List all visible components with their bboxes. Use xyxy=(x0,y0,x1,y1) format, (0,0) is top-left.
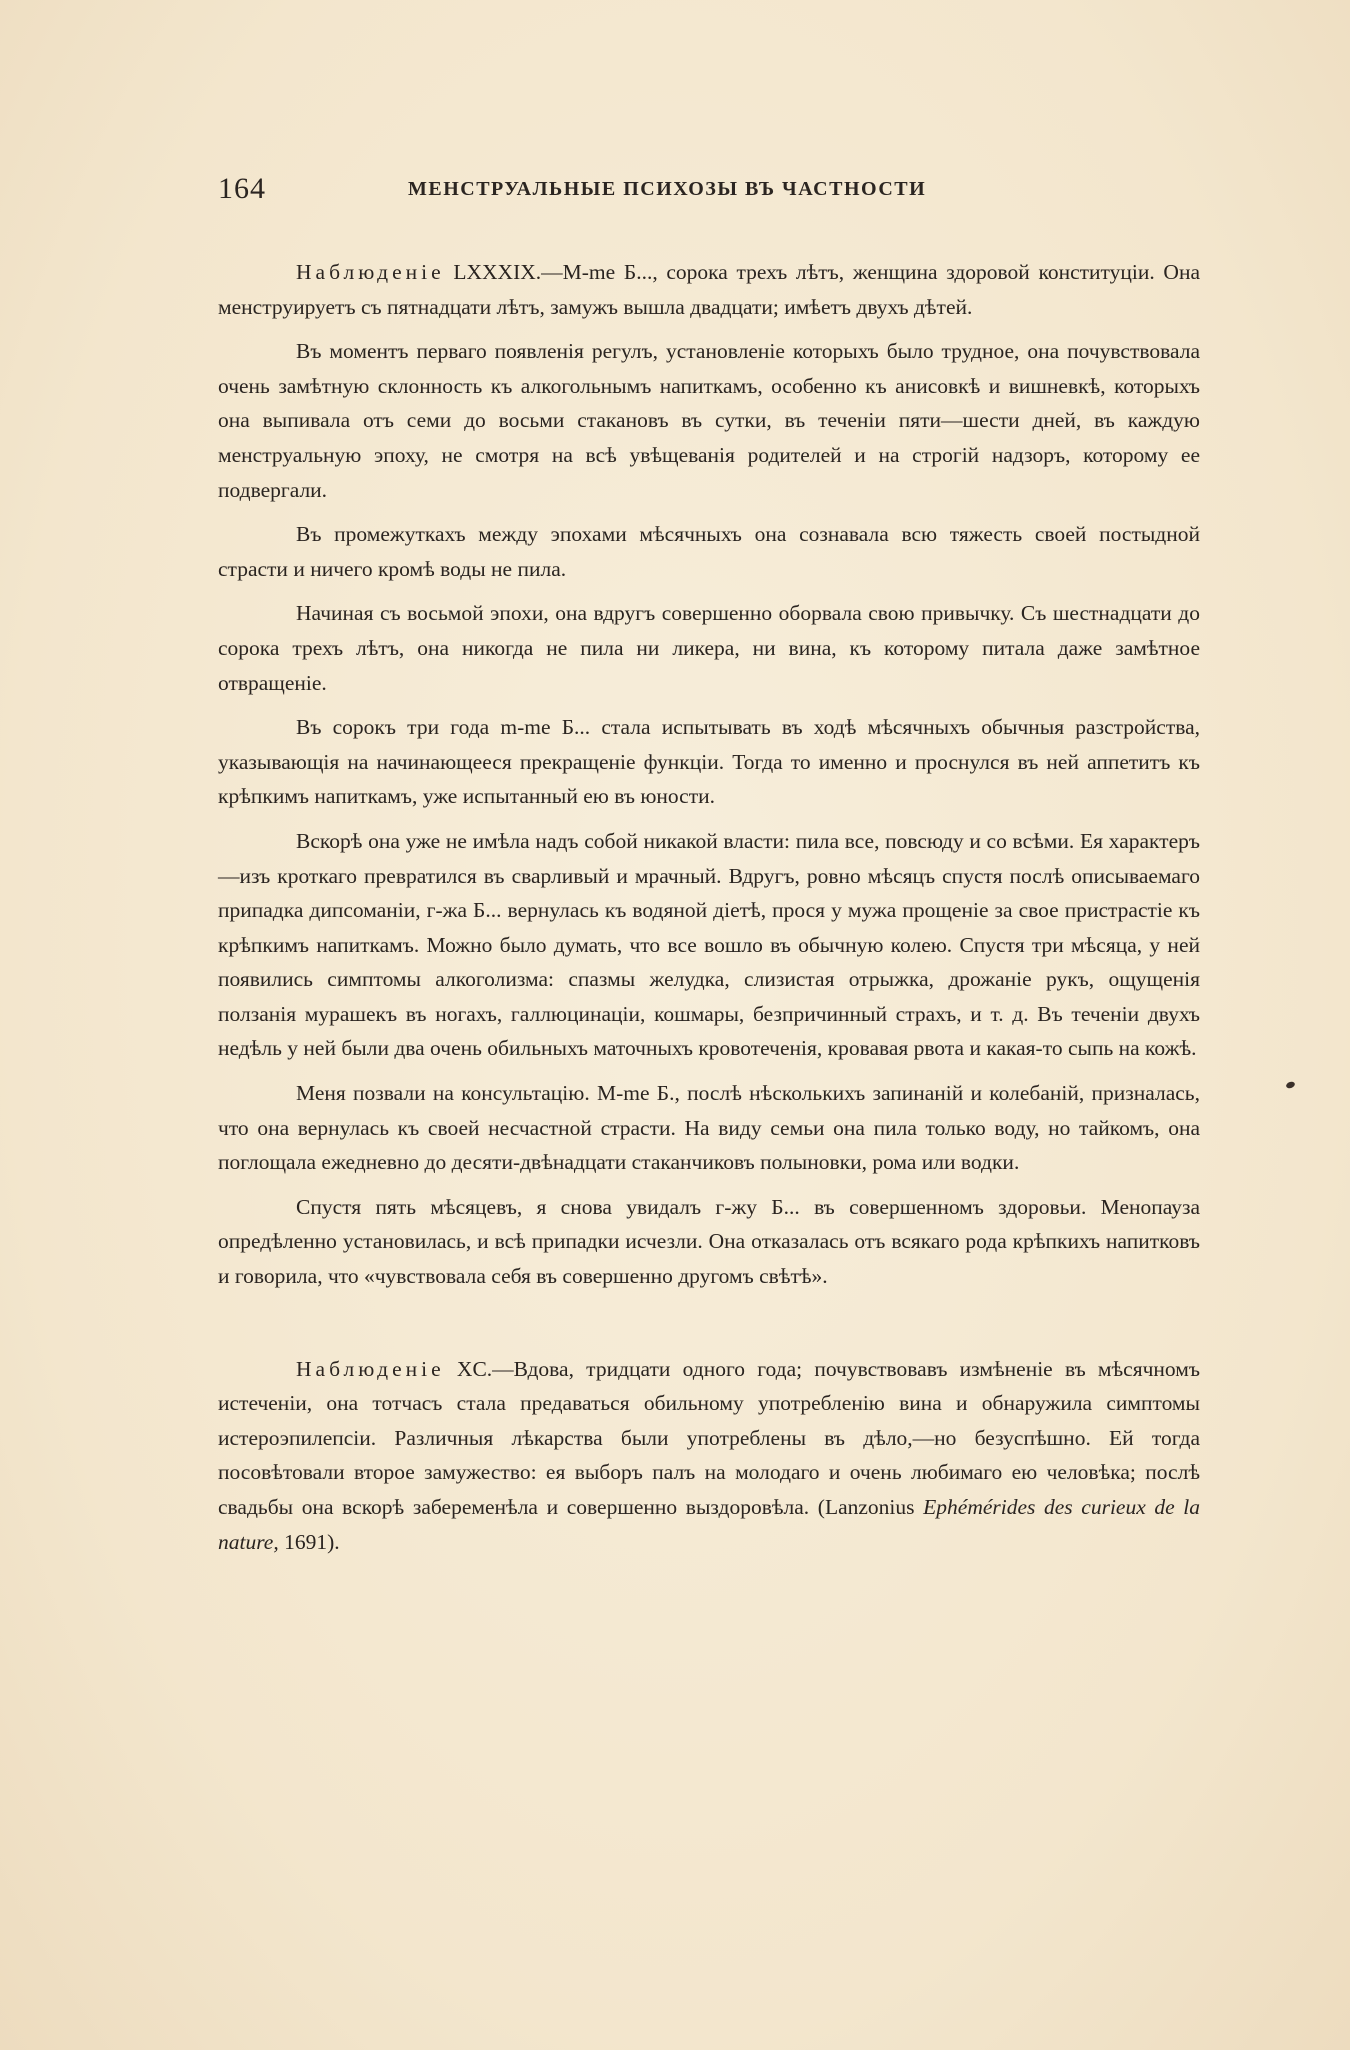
citation-year: 1691). xyxy=(284,1529,340,1554)
observation-90-text: XC.—Вдова, тридцати одного года; почувствовавъ измѣненіе въ мѣсячномъ истеченіи, она тотчасъ стала предаваться обильному употребленію вина и обнаружила симптомы истероэпилепсіи. Различныя лѣкарства были употреблены въ дѣло,—но безуспѣшно. Ей тогда посовѣтовали второе замужество: ея выборъ палъ на молодаго и очень любимаго ею человѣка; послѣ свадьбы она вскорѣ забеременѣла и совершенно выздоровѣла. xyxy=(218,1356,1201,1519)
ink-spot xyxy=(1285,1081,1296,1090)
paragraph: Вскорѣ она уже не имѣла надъ собой никакой власти: пила все, повсюду и со всѣми. Ея характеръ—изъ кроткаго превратился въ сварливый и мрачный. Вдругъ, ровно мѣсяцъ спустя послѣ описываемаго припадка дипсоманіи, г-жа Б... вернулась къ водяной діетѣ, прося у мужа прощеніе за свое пристрастіе къ крѣпкимъ напиткамъ. Можно было думать, что все вошло въ обычную колею. Спустя три мѣсяца, у ней появились симптомы алкоголизма: спазмы желудка, слизистая отрыжка, дрожаніе рукъ, ощущенія ползанія мурашекъ въ ногахъ, галлюцинаціи, кошмары, безпричинный страхъ, и т. д. Въ теченіи двухъ недѣль у ней были два очень обильныхъ маточныхъ кровотеченія, кровавая рвота и какая-то сыпь на кожѣ. xyxy=(218,828,1200,1061)
paragraph: Меня позвали на консультацію. M-me Б., послѣ нѣсколькихъ запинаній и колебаній, призналась, что она вернулась къ своей несчастной страсти. На виду семьи она пила только воду, но тайкомъ, она поглощала ежедневно до десяти-двѣнадцати стаканчиковъ полыновки, рома или водки. xyxy=(218,1081,1200,1175)
citation-author: (Lanzonius xyxy=(817,1495,915,1519)
running-head xyxy=(218,172,998,214)
citation-work: Ephémérides des curieux de la nature, xyxy=(218,1495,1201,1554)
paragraph: Въ промежуткахъ между эпохами мѣсячныхъ она сознавала всю тяжесть своей постыдной страсти и ничего кромѣ воды не пила. xyxy=(218,522,1200,581)
paragraph: Въ моментъ перваго появленія регулъ, установленіе которыхъ было трудное, она почувствовала очень замѣтную склонность къ алкогольнымъ напиткамъ, особенно къ анисовкѣ и вишневкѣ, которыхъ она выпивала отъ семи до восьми стакановъ въ сутки, въ теченіи пяти—шести дней, въ каждую менструальную эпоху, не смотря на всѣ увѣщеванія родителей и на строгій надзоръ, которому ее подвергали. xyxy=(218,339,1200,502)
running-title: МЕНСТРУАЛЬНЫЕ ПСИХОЗЫ ВЪ ЧАСТНОСТИ xyxy=(408,178,927,200)
observation-label: Наблюденіе xyxy=(296,260,445,284)
observation-label: Наблюденіе xyxy=(296,1356,445,1381)
paragraph: Спустя пять мѣсяцевъ, я снова увидалъ г-жу Б... въ совершенномъ здоровьи. Менопауза опредѣленно установилась, и всѣ припадки исчезли. Она отказалась отъ всякаго рода крѣпкихъ напитковъ и говорила, что «чувствовала себя въ совершенно другомъ свѣтѣ». xyxy=(218,1194,1200,1289)
paragraph: Начиная съ восьмой эпохи, она вдругъ совершенно оборвала свою привычку. Съ шестнадцати до сорока трехъ лѣтъ, она никогда не пила ни ликера, ни вина, къ которому питала даже замѣтное отвращеніе. xyxy=(218,601,1200,695)
observation-89-intro xyxy=(218,255,1200,324)
section-gap xyxy=(218,1294,1200,1352)
observation-90 xyxy=(218,1352,1200,1560)
body-text xyxy=(218,255,1200,1559)
observation-89-text: LXXXIX.—M-me Б..., сорока трехъ лѣтъ, женщина здоровой конституціи. Она менструируетъ съ пятнадцати лѣтъ, замужъ вышла двадцати; имѣетъ двухъ дѣтей. xyxy=(218,260,1200,319)
page-number: 164 xyxy=(218,172,266,205)
paragraph: Въ сорокъ три года m-me Б... стала испытывать въ ходѣ мѣсячныхъ обычныя разстройства, указывающія на начинающееся прекращеніе функціи. Тогда то именно и проснулся въ ней аппетитъ къ крѣпкимъ напиткамъ, уже испытанный ею въ юности. xyxy=(218,715,1200,809)
